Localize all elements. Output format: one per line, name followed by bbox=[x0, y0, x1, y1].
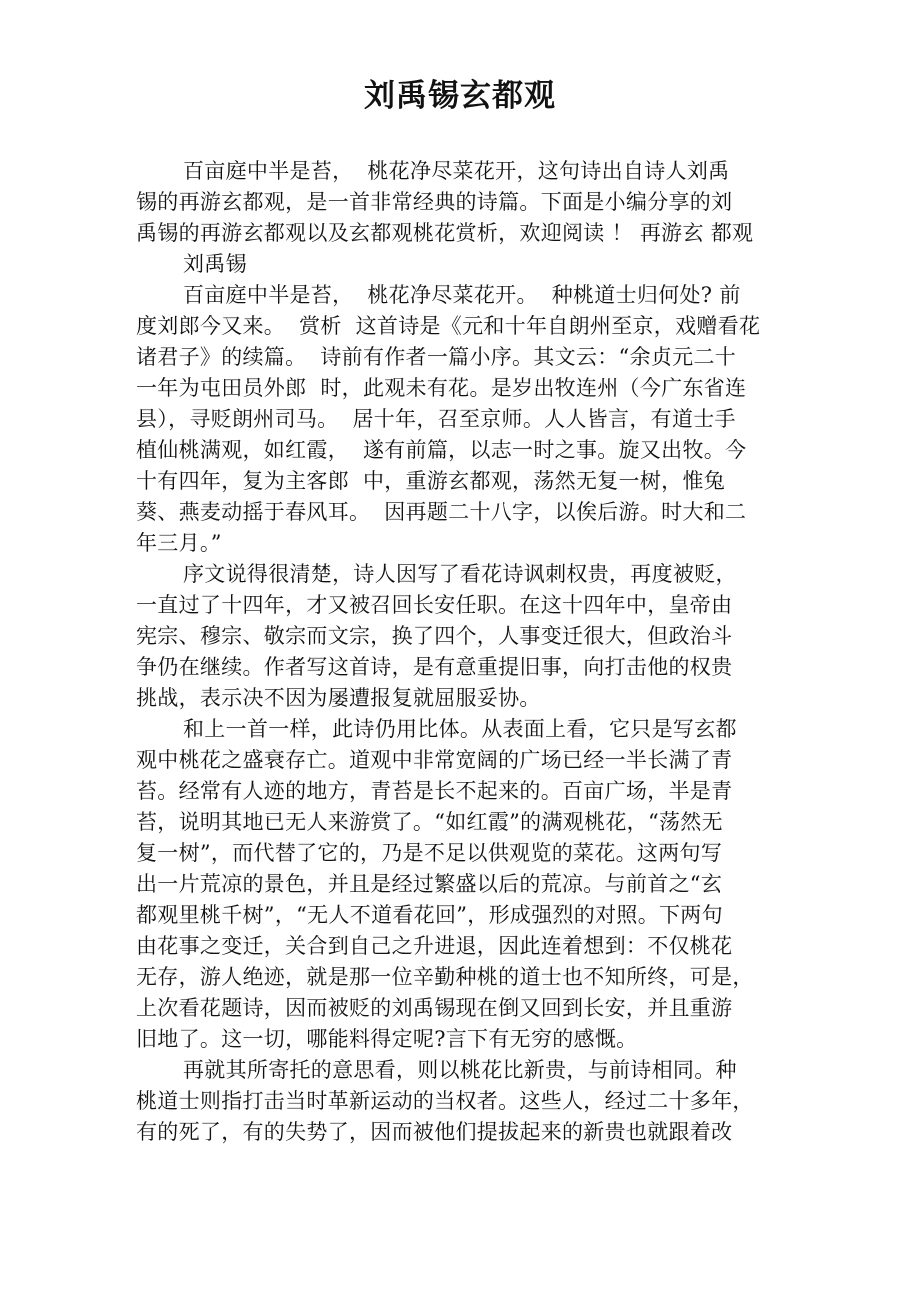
text-line: 有的死了，有的失势了，因而被他们提拔起来的新贵也就跟着改 bbox=[136, 1120, 733, 1144]
text-line: 县），寻贬朗州司马。 居十年，召至京师。人人皆言，有道士手 bbox=[136, 407, 736, 431]
text-line: 出一片荒凉的景色，并且是经过繁盛以后的荒凉。与前首之“玄 bbox=[136, 872, 723, 896]
text-line: 都观里桃千树”，“无人不道看花回”，形成强烈的对照。下两句 bbox=[136, 903, 723, 927]
text-line: 年三月。” bbox=[136, 531, 222, 555]
text-line: 植仙桃满观，如红霞， 遂有前篇，以志一时之事。旋又出牧。今 bbox=[136, 438, 747, 462]
text-line: 百亩庭中半是苔， 桃花净尽菜花开，这句诗出自诗人刘禹 bbox=[183, 159, 730, 183]
text-line: 一直过了十四年，才又被召回长安任职。在这十四年中，皇帝由 bbox=[136, 593, 733, 617]
document-body bbox=[136, 156, 796, 1148]
text-line: 百亩庭中半是苔， 桃花净尽菜花开。 种桃道士归何处? 前 bbox=[183, 283, 741, 307]
text-line: 苔。经常有人迹的地方，青苔是长不起来的。百亩广场，半是青 bbox=[136, 779, 733, 803]
document-title: 刘禹锡玄都观 bbox=[364, 78, 556, 114]
text-line: 旧地了。这一切，哪能料得定呢?言下有无穷的感慨。 bbox=[136, 1027, 638, 1051]
text-line: 禹锡的再游玄都观以及玄都观桃花赏析，欢迎阅读 ！ 再游玄 都观 bbox=[136, 221, 754, 245]
text-line: 挑战，表示决不因为屡遭报复就屈服妥协。 bbox=[136, 686, 541, 710]
text-line: 上次看花题诗，因而被贬的刘禹锡现在倒又回到长安，并且重游 bbox=[136, 996, 733, 1020]
text-line: 桃道士则指打击当时革新运动的当权者。这些人，经过二十多年， bbox=[136, 1089, 754, 1113]
text-line: 观中桃花之盛衰存亡。道观中非常宽阔的广场已经一半长满了青 bbox=[136, 748, 733, 772]
text-line: 宪宗、穆宗、敬宗而文宗，换了四个，人事变迁很大，但政治斗 bbox=[136, 624, 733, 648]
text-line: 由花事之变迁，关合到自己之升进退，因此连着想到：不仅桃花 bbox=[136, 934, 733, 958]
text-line: 和上一首一样，此诗仍用比体。从表面上看，它只是写玄都 bbox=[183, 717, 737, 741]
text-line: 度刘郎今又来。 赏析 这首诗是《元和十年自朗州至京，戏赠看花 bbox=[136, 314, 761, 338]
text-line: 复一树”，而代替了它的，乃是不足以供观览的菜花。这两句写 bbox=[136, 841, 723, 865]
text-line: 刘禹锡 bbox=[183, 252, 247, 276]
text-line: 十有四年，复为主客郎 中，重游玄都观，荡然无复一树，惟兔 bbox=[136, 469, 726, 493]
text-line: 诸君子》的续篇。 诗前有作者一篇小序。其文云：“余贞元二十 bbox=[136, 345, 737, 369]
text-line: 争仍在继续。作者写这首诗，是有意重提旧事，向打击他的权贵 bbox=[136, 655, 733, 679]
text-line: 再就其所寄托的意思看，则以桃花比新贵，与前诗相同。种 bbox=[183, 1058, 737, 1082]
text-line: 锡的再游玄都观，是一首非常经典的诗篇。下面是小编分享的刘 bbox=[136, 190, 733, 214]
text-line: 一年为屯田员外郎 时，此观未有花。是岁出牧连州（今广东省连 bbox=[136, 376, 747, 400]
text-line: 苔，说明其地已无人来游赏了。“如红霞”的满观桃花，“荡然无 bbox=[136, 810, 723, 834]
text-line: 无存，游人绝迹，就是那一位辛勤种桃的道士也不知所终，可是， bbox=[136, 965, 754, 989]
text-line: 序文说得很清楚，诗人因写了看花诗讽刺权贵，再度被贬， bbox=[183, 562, 737, 586]
text-line: 葵、燕麦动摇于春风耳。 因再题二十八字，以俟后游。时大和二 bbox=[136, 500, 747, 524]
